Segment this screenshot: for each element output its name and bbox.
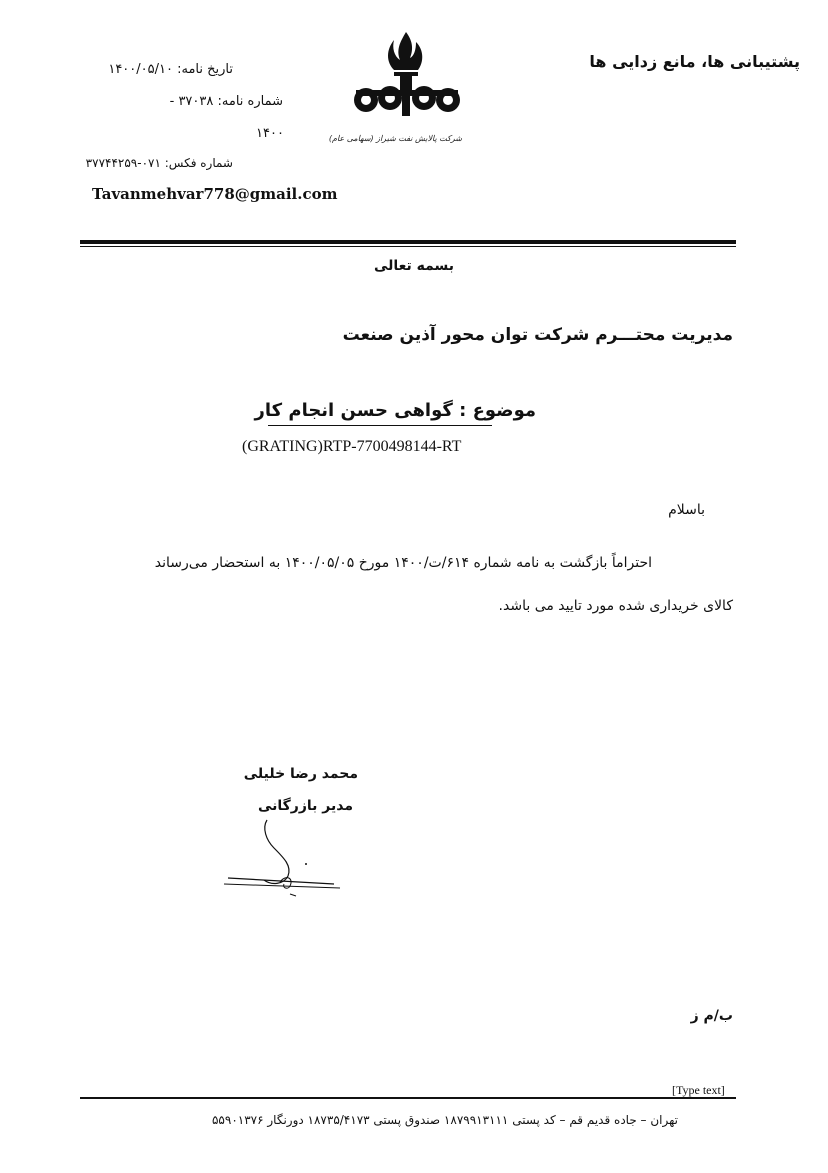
- subject-line: موضوع : گواهی حسن انجام کار: [254, 400, 536, 421]
- typist-initials: ب/م ز: [690, 1008, 733, 1024]
- signer-name: محمد رضا خلیلی: [243, 766, 358, 782]
- fax-number: شماره فکس: ۰۷۱-۳۷۷۴۴۲۵۹: [85, 156, 233, 170]
- header-title: پشتیبانی ها، مانع زدایی ها: [589, 52, 800, 71]
- recipient: مدیریت محتـــرم شرکت توان محور آذین صنعت: [342, 325, 733, 345]
- letter-date: تاریخ نامه: ۱۴۰۰/۰۵/۱۰: [108, 62, 233, 77]
- body-text-line-2: کالای خریداری شده مورد تایید می باشد.: [498, 598, 733, 614]
- footer-address: تهران – جاده قدیم قم – کد پستی ۱۸۷۹۹۱۳۱۱۱ صندوق پستی ۱۸۷۳۵/۴۱۷۳ دورنگار ۵۵۹۰۱۳۷۶: [211, 1113, 678, 1127]
- signer-title: مدیر بازرگانی: [257, 798, 353, 814]
- type-text-placeholder: [Type text]: [672, 1083, 725, 1097]
- reference-code: (GRATING)RTP-7700498144-RT: [242, 438, 462, 455]
- letter-number: شماره نامه: ۳۷۰۳۸ -: [169, 94, 283, 109]
- email-address: Tavanmehvar778@gmail.com: [92, 185, 338, 203]
- refinery-logo-icon: [328, 28, 465, 148]
- logo-company-name: شرکت پالایش نفت شیراز (سهامی عام): [328, 134, 462, 143]
- subject-underline: [268, 425, 492, 426]
- header-divider-thick: [80, 240, 736, 244]
- footer-divider: [80, 1097, 736, 1099]
- greeting: باسلام: [668, 502, 705, 518]
- basmala: بسمه تعالی: [373, 258, 455, 274]
- header-divider-thin: [80, 246, 736, 247]
- handwritten-signature-icon: [222, 818, 352, 903]
- letter-year: ۱۴۰۰: [256, 126, 284, 141]
- body-text-line-1: احتراماً بازگشت به نامه شماره ۶۱۴/ت/۱۴۰۰ مورخ ۱۴۰۰/۰۵/۰۵ به استحضار می‌رساند: [154, 555, 652, 571]
